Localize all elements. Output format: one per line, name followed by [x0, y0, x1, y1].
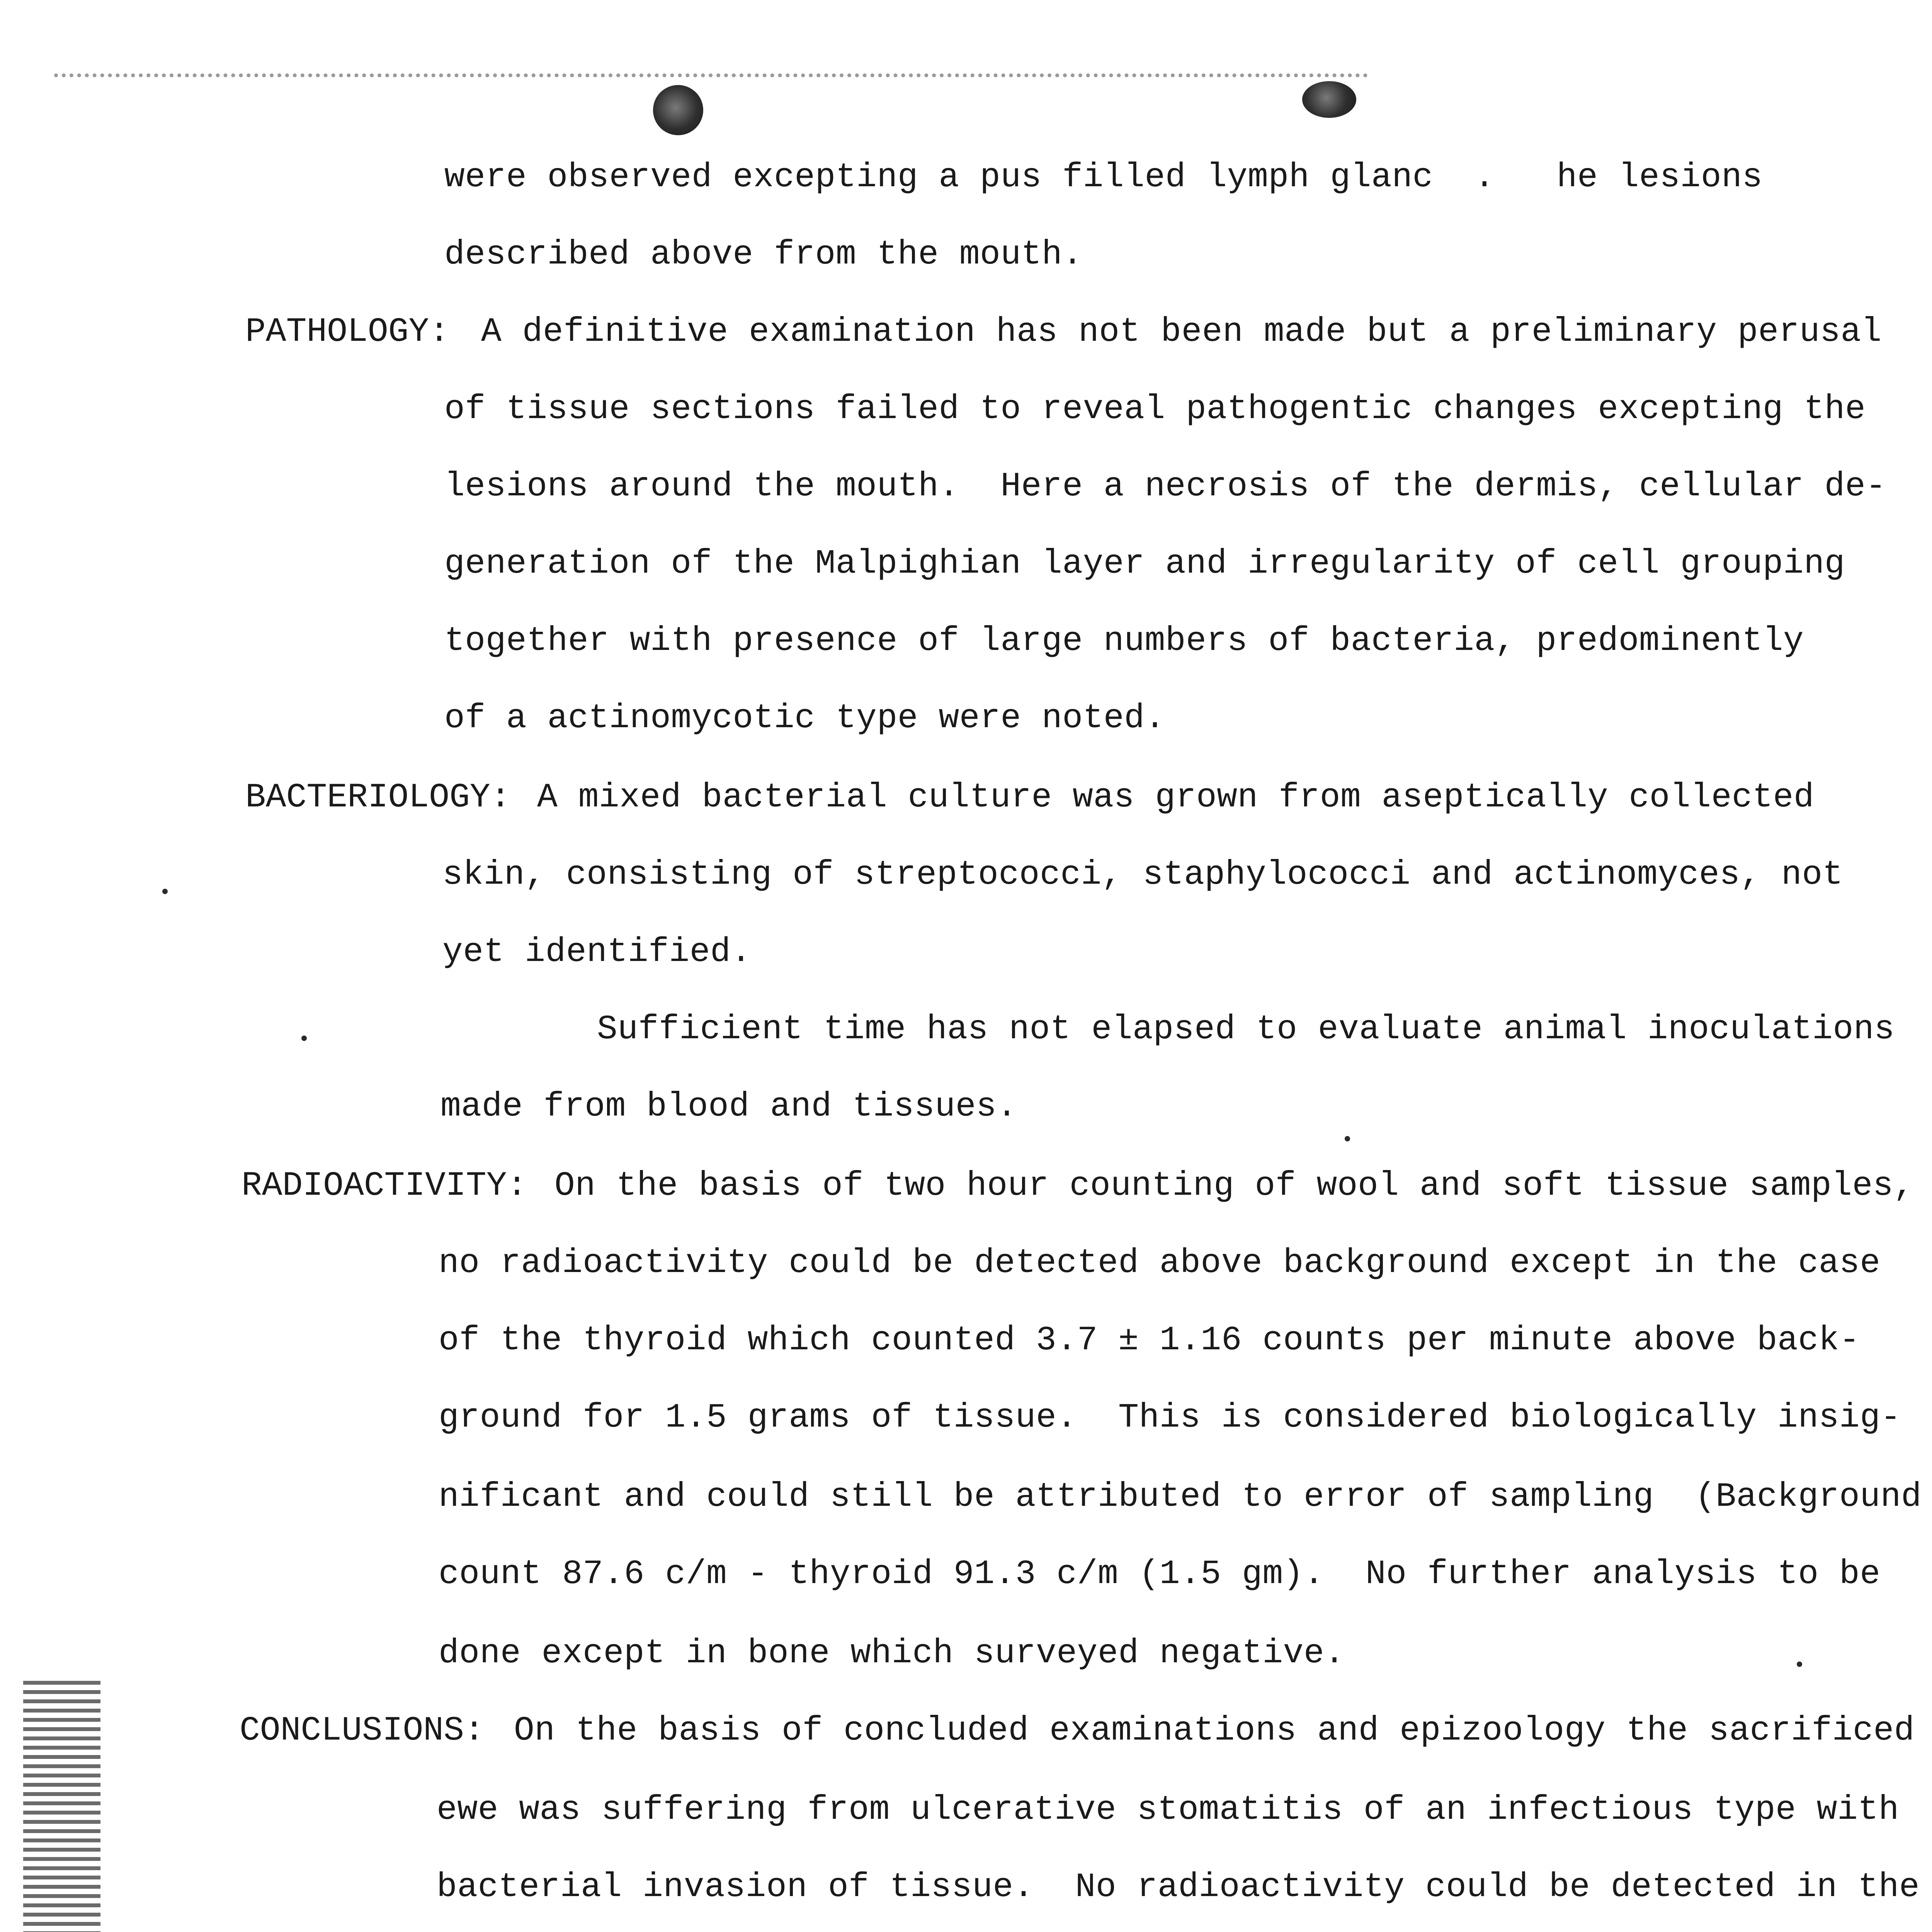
pathology-line-4: generation of the Malpighian layer and irregularity of cell grouping	[444, 545, 1845, 583]
intro-line-2: described above from the mouth.	[444, 236, 1083, 274]
bacteriology-line-3: yet identified.	[442, 933, 752, 971]
bacteriology-heading: BACTERIOLOGY:	[245, 779, 511, 817]
bacteriology-para2-line-2: made from blood and tissues.	[440, 1088, 1017, 1126]
radioactivity-line-1: On the basis of two hour counting of wool and soft tissue samples,	[554, 1167, 1914, 1205]
punch-hole-right	[1302, 81, 1356, 118]
scan-speck	[1797, 1662, 1802, 1667]
conclusions-heading: CONCLUSIONS:	[240, 1712, 485, 1750]
radioactivity-line-3: of the thyroid which counted 3.7 ± 1.16 counts per minute above back-	[439, 1321, 1860, 1360]
scan-speck	[1345, 1136, 1350, 1141]
pathology-line-1: A definitive examination has not been made but a preliminary perusal	[481, 313, 1882, 351]
pathology-line-6: of a actinomycotic type were noted.	[444, 699, 1165, 738]
scan-speck	[301, 1036, 307, 1041]
scan-speck	[162, 889, 168, 894]
bacteriology-para2-line-1: Sufficient time has not elapsed to evaluate animal inoculations	[597, 1010, 1895, 1049]
radioactivity-line-2: no radioactivity could be detected above background except in the case	[439, 1244, 1881, 1282]
radioactivity-heading: RADIOACTIVITY:	[242, 1167, 527, 1205]
pathology-line-3: lesions around the mouth. Here a necrosis of the dermis, cellular de-	[444, 468, 1886, 506]
bacteriology-line-2: skin, consisting of streptococci, staphylococci and actinomyces, not	[442, 856, 1843, 894]
radioactivity-line-7: done except in bone which surveyed negative.	[439, 1634, 1345, 1673]
intro-line-1: were observed excepting a pus filled lymph glanc . he lesions	[444, 158, 1763, 197]
punch-hole-left	[653, 85, 703, 135]
radioactivity-line-6: count 87.6 c/m - thyroid 91.3 c/m (1.5 gm). No further analysis to be	[439, 1555, 1881, 1594]
bacteriology-line-1: A mixed bacterial culture was grown from aseptically collected	[537, 779, 1815, 817]
pathology-heading: PATHOLOGY:	[245, 313, 450, 351]
conclusions-line-2: ewe was suffering from ulcerative stomatitis of an infectious type with	[437, 1791, 1899, 1829]
pathology-line-2: of tissue sections failed to reveal pathogentic changes excepting the	[444, 390, 1866, 429]
pathology-line-5: together with presence of large numbers of bacteria, predominently	[444, 622, 1804, 660]
radioactivity-line-5: nificant and could still be attributed to error of sampling (Background	[439, 1478, 1922, 1516]
radioactivity-line-4: ground for 1.5 grams of tissue. This is considered biologically insig-	[439, 1399, 1901, 1437]
scan-edge	[54, 73, 1368, 77]
conclusions-line-3: bacterial invasion of tissue. No radioactivity could be detected in the	[437, 1868, 1920, 1906]
conclusions-line-1: On the basis of concluded examinations and epizoology the sacrificed	[514, 1712, 1915, 1750]
binding-strip	[23, 1681, 100, 1932]
